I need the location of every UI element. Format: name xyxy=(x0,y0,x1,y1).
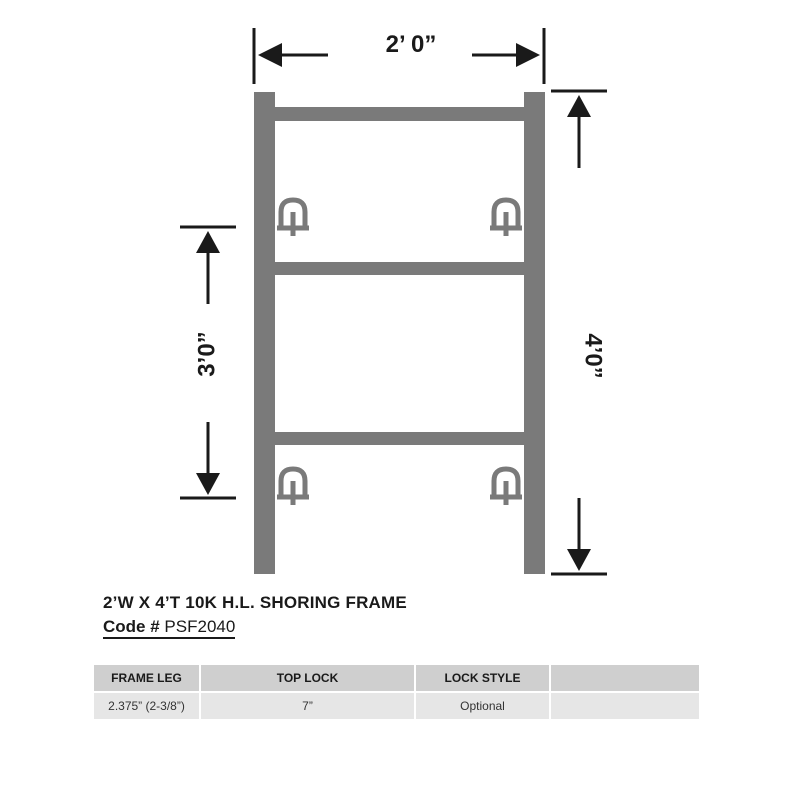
frame xyxy=(254,92,545,574)
frame-left-leg xyxy=(254,92,275,574)
frame-top-bar xyxy=(275,107,524,121)
coupling-pin-icon xyxy=(277,469,309,505)
header-empty xyxy=(551,665,699,691)
inner-height-label: 3’0” xyxy=(193,331,221,377)
arrow-up-icon xyxy=(196,231,220,253)
cell-lock-style: Optional xyxy=(416,691,549,719)
header-lock-style: LOCK STYLE xyxy=(416,665,549,691)
arrow-right-icon xyxy=(516,43,540,67)
frame-lower-bar xyxy=(275,432,524,445)
header-top-lock: TOP LOCK xyxy=(201,665,414,691)
frame-middle-bar xyxy=(275,262,524,275)
coupling-pin-icon xyxy=(490,469,522,505)
arrow-left-icon xyxy=(258,43,282,67)
specs-header-row xyxy=(94,665,699,691)
product-code-label: Code # xyxy=(103,617,160,636)
arrow-down-icon xyxy=(567,549,591,571)
header-frame-leg: FRAME LEG xyxy=(94,665,199,691)
product-title: 2’W X 4’T 10K H.L. SHORING FRAME xyxy=(103,593,407,612)
frame-right-leg xyxy=(524,92,545,574)
arrow-up-icon xyxy=(567,95,591,117)
product-code-value: PSF2040 xyxy=(164,617,236,636)
specs-table xyxy=(92,665,701,719)
coupling-pin-icon xyxy=(490,200,522,236)
cell-frame-leg: 2.375” (2-3/8”) xyxy=(94,691,199,719)
table-row xyxy=(94,691,699,719)
cell-top-lock: 7” xyxy=(201,691,414,719)
total-height-label: 4’0” xyxy=(579,333,607,379)
product-code xyxy=(103,617,235,639)
width-label: 2’ 0” xyxy=(385,31,437,58)
cell-empty xyxy=(551,691,699,719)
coupling-pin-icon xyxy=(277,200,309,236)
arrow-down-icon xyxy=(196,473,220,495)
